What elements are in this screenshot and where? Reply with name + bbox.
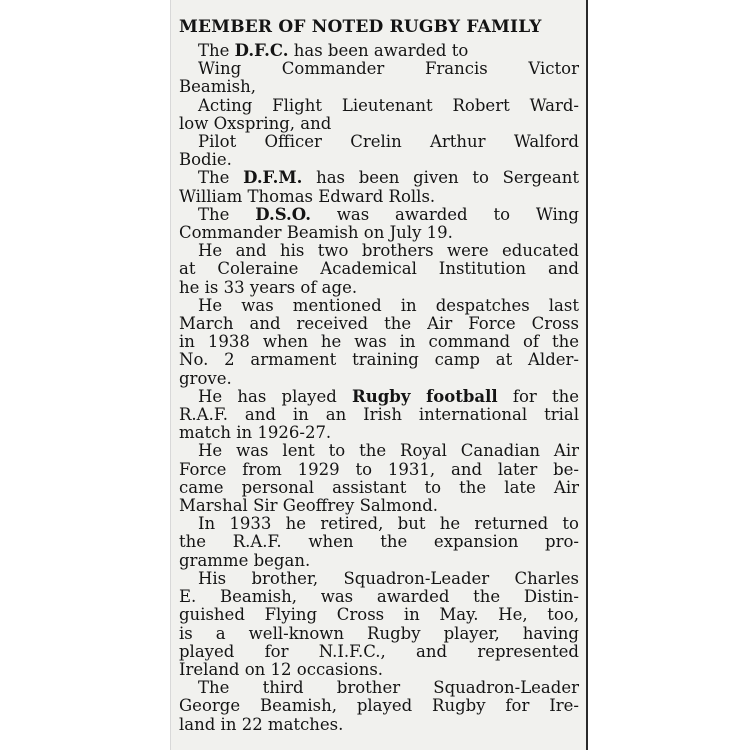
article-paragraph [179, 297, 579, 388]
article-paragraph [179, 97, 579, 133]
article-line: Force from 1929 to 1931, and later be- [179, 460, 579, 479]
article-line: gramme began. [179, 551, 311, 570]
article-line: is a well-known Rugby player, having [179, 624, 579, 643]
article-line: Marshal Sir Geoffrey Salmond. [179, 497, 439, 516]
article-line: The third brother Squadron-Leader [198, 679, 579, 698]
article-paragraph [179, 206, 579, 242]
article-line: R.A.F. and in an Irish international trial [179, 406, 579, 425]
article-paragraph [179, 169, 579, 205]
article-paragraph [179, 515, 579, 570]
article-body [179, 42, 579, 734]
article-paragraph [179, 388, 579, 443]
article-line: In 1933 he retired, but he returned to [198, 515, 579, 534]
article-paragraph [179, 42, 579, 97]
article-line: His brother, Squadron-Leader Charles [198, 569, 579, 588]
article-paragraph [179, 133, 579, 169]
article-line: The D.F.C. has been awarded to [198, 42, 469, 60]
article-line: in 1938 when he was in command of the [179, 333, 579, 352]
article-line: He and his two brothers were educated [198, 242, 579, 261]
article-line: low Oxspring, and [179, 114, 332, 133]
article-column [179, 14, 579, 734]
article-line: he is 33 years of age. [179, 278, 358, 297]
newspaper-clipping [170, 0, 588, 750]
article-line: the R.A.F. when the expansion pro- [179, 533, 579, 552]
article-line: Wing Commander Francis Victor [198, 60, 579, 79]
article-line: Acting Flight Lieutenant Robert Ward- [198, 96, 579, 115]
article-headline: MEMBER OF NOTED RUGBY FAMILY [179, 17, 542, 37]
article-line: grove. [179, 369, 232, 388]
article-line: at Coleraine Academical Institution and [179, 260, 579, 279]
article-paragraph [179, 570, 579, 679]
article-line: The D.S.O. was awarded to Wing [198, 205, 579, 224]
article-line: played for N.I.F.C., and represented [179, 642, 579, 661]
article-paragraph [179, 242, 579, 297]
article-line: Bodie. [179, 151, 232, 170]
article-line: William Thomas Edward Rolls. [179, 187, 436, 206]
article-line: Pilot Officer Crelin Arthur Walford [198, 133, 579, 152]
article-line: He was mentioned in despatches last [198, 296, 579, 315]
article-paragraph [179, 442, 579, 515]
article-line: No. 2 armament training camp at Alder- [179, 351, 579, 370]
article-line: Ireland on 12 occasions. [179, 660, 384, 679]
article-line: E. Beamish, was awarded the Distin- [179, 588, 579, 607]
article-line: He was lent to the Royal Canadian Air [198, 442, 579, 461]
article-line: land in 22 matches. [179, 715, 344, 734]
article-line: The D.F.M. has been given to Sergeant [198, 169, 579, 188]
article-line: March and received the Air Force Cross [179, 315, 579, 334]
article-line: came personal assistant to the late Air [179, 478, 579, 497]
article-line: Commander Beamish on July 19. [179, 224, 453, 243]
article-line: match in 1926-27. [179, 424, 332, 443]
article-line: He has played Rugby football for the [198, 387, 579, 406]
article-line: guished Flying Cross in May. He, too, [179, 606, 579, 625]
article-line: George Beamish, played Rugby for Ire- [179, 697, 579, 716]
article-paragraph [179, 679, 579, 734]
article-line: Beamish, [179, 78, 256, 97]
